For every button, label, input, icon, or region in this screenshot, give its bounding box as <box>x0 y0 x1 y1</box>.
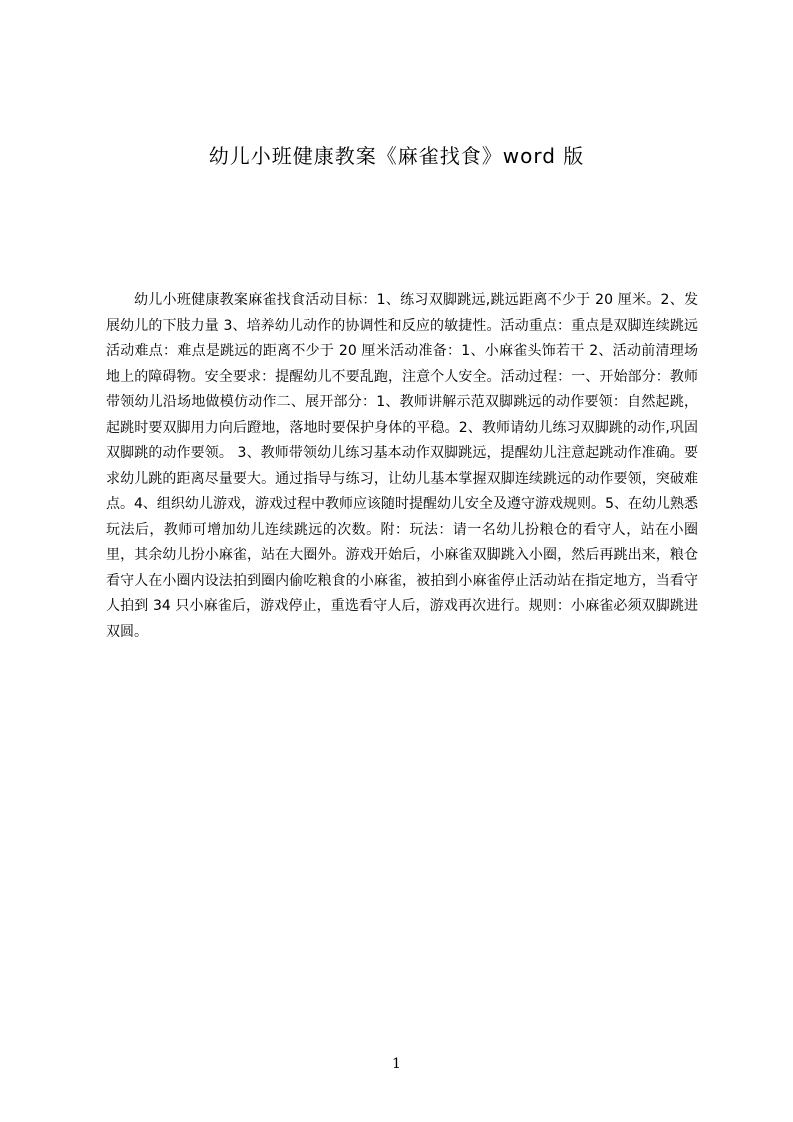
body-paragraph: 幼儿小班健康教案麻雀找食活动目标：1、练习双脚跳远,跳远距离不少于 20 厘米。2、发展幼儿的下肢力量 3、培养幼儿动作的协调性和反应的敏捷性。活动重点：重点是双脚连续跳远活动难点：难点是跳远的距离不少于 20 厘米活动准备：1、小麻雀头饰若干 2、活动前清理场地上的障碍物。安全要求：提醒幼儿不要乱跑，注意个人安全。活动过程：一、开始部分：教师带领幼儿沿场地做模仿动作二、展开部分：1、教师讲解示范双脚跳远的动作要领：自然起跳，起跳时要双脚用力向后蹬地，落地时要保护身体的平稳。2、教师请幼儿练习双脚跳的动作,巩固双脚跳的动作要领。 3、教师带领幼儿练习基本动作双脚跳远，提醒幼儿注意起跳动作准确。要求幼儿跳的距离尽量要大。通过指导与练习，让幼儿基本掌握双脚连续跳远的动作要领，突破难点。4、组织幼儿游戏，游戏过程中教师应该随时提醒幼儿安全及遵守游戏规则。5、在幼儿熟悉玩法后，教师可增加幼儿连续跳远的次数。附：玩法：请一名幼儿扮粮仓的看守人，站在小圈里，其余幼儿扮小麻雀，站在大圈外。游戏开始后，小麻雀双脚跳入小圈，然后再跳出来，粮仓看守人在小圈内设法拍到圈内偷吃粮食的小麻雀，被拍到小麻雀停止活动站在指定地方，当看守人拍到 34 只小麻雀后，游戏停止，重选看守人后，游戏再次进行。规则：小麻雀必须双脚跳进双圆。 <box>106 292 698 640</box>
page-number: 1 <box>392 1056 401 1072</box>
document-title: 幼儿小班健康教案《麻雀找食》word 版 <box>208 144 585 168</box>
